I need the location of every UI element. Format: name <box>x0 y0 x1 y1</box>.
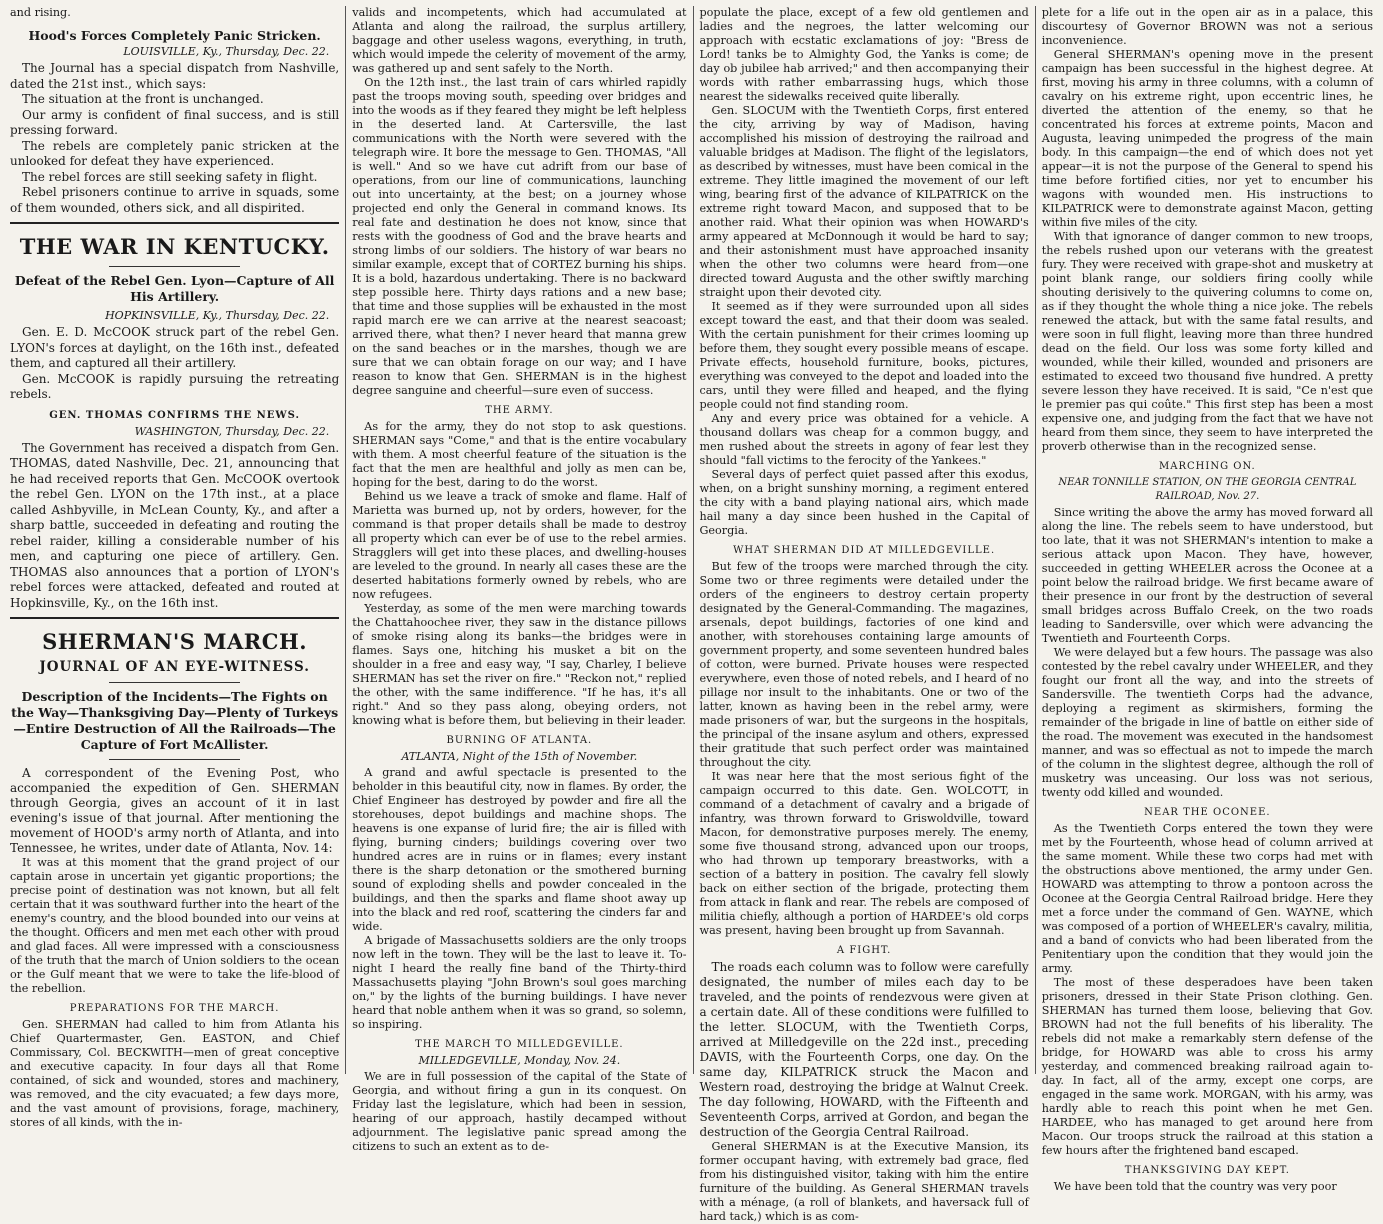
column-3 <box>694 6 1035 1223</box>
paragraph: It was at this moment that the grand project of our captain arose in uncertain yet gigantic proportions; the precise point of destination was not known, but all felt certain that it was southward further into the heart of the enemy's country, and the blood bounded into our veins at the thought. Officers and men met each other with proud and glad faces. All were impressed with a consciousness of the truth that the march of Union soldiers to the ocean or the Gulf meant that we were to take the life-blood of the rebellion. <box>10 856 340 995</box>
top-line: and rising. <box>10 6 71 19</box>
marching-on-headline: MARCHING ON. <box>1159 461 1256 472</box>
paragraph: It seemed as if they were surrounded upon all sides except toward the east, and that their doom was sealed. With the certain punishment for their crimes looming up before them, they sought every possible means of escape. Private effects, household furniture, books, pictures, everything was conveyed to the depot and loaded into the cars, until they were filled and heaped, and the flying people could not find standing room. <box>699 300 1029 411</box>
paragraph: Rebel prisoners continue to arrive in squads, some of them wounded, others sick, and all dispirited. <box>10 185 340 215</box>
paragraph: Yesterday, as some of the men were marching towards the Chattahoochee river, they saw in the distance pillows of smoke rising along its banks—the bridges were in flames. Says one, hitching his musket a bit on the shoulder in a free and easy way, "I say, Charley, I believe SHERMAN has set the river on fire." "Reckon not," replied the other, with the same indifference. "If he has, it's all right." And so they pass along, obeying orders, not knowing what is before them, but believing in their leader. <box>352 602 687 727</box>
paragraph: Gen. SLOCUM with the Twentieth Corps, first entered the city, arriving by way of Madison, having accomplished his mission of destroying the railroad and valuable bridges at Madison. The flight of the legislators, as described by witnesses, must have been comical in the extreme. They little imagined the movement of our left wing, bearing first of the advance of KILPATRICK on the extreme right toward Macon, and supposed that to be another raid. What their opinion was when HOWARD's army appeared at McDonnough it would be hard to say; and their astonishment must have approached insanity when the other two columns were heard from—one directed toward Augusta and the other swiftly marching straight upon their devoted city. <box>699 104 1029 299</box>
paragraph: Any and every price was obtained for a vehicle. A thousand dollars was cheap for a common buggy, and men rushed about the streets in agony of fear lest they should "fall victims to the ferocity of the Yankees." <box>699 412 1029 467</box>
paragraph: Our army is confident of final success, and is still pressing forward. <box>10 107 340 137</box>
divider <box>10 222 339 224</box>
paragraph: We were delayed but a few hours. The passage was also contested by the rebel cavalry under WHEELER, and they fought our front all the way, and into the streets of Sandersville. The twentieth Corps had the advance, deploying a regiment as skirmishers, forming the remainder of the brigade in line of battle on either side of the road. The movement was executed in the handsomest manner, and was so effectual as not to impede the march of the column in the slightest degree, although the roll of musketry was unceasing. Our loss was not serious, twenty odd killed and wounded. <box>1041 646 1373 799</box>
divider <box>109 266 241 267</box>
march-body <box>10 766 339 996</box>
oconee-body <box>1042 822 1373 1158</box>
paragraph: Gen. E. D. McCOOK struck part of the rebel Gen. LYON's forces at daylight, on the 16th inst., defeated them, and captured all their artillery. <box>10 325 340 370</box>
prep-headline: PREPARATIONS FOR THE MARCH. <box>69 1003 280 1014</box>
thanksgiving-body <box>1042 1180 1373 1194</box>
paragraph: A grand and awful spectacle is presented to the beholder in this beautiful city, now in flames. By order, the Chief Engineer has destroyed by powder and fire all the storehouses, depot buildings and machine shops. The heavens is one expanse of lurid fire; the air is filled with flying, burning cinders; buildings covering over two hundred acres are in ruins or in flames; every instant there is the sharp detonation or the smothered burning sound of exploding shells and powder concealed in the buildings, and then the sparks and flame shoot away up into the black and red roof, scattering the cinders far and wide. <box>352 766 687 933</box>
col2-body-1 <box>352 6 686 398</box>
divider <box>10 617 339 619</box>
paragraph: Since writing the above the army has moved forward all along the line. The rebels seem to have understood, but too late, that it was not SHERMAN's intention to make a serious attack upon Macon. They have, however, succeeded in getting WHEELER across the Oconee at a point below the railroad bridge. We first became aware of their presence in our front by the destruction of several small bridges across Buffalo Creek, on the two roads leading to Sandersville, over which were advancing the Twentieth and Fourteenth Corps. <box>1041 506 1373 645</box>
did-headline: WHAT SHERMAN DID AT MILLEDGEVILLE. <box>733 545 996 556</box>
column-2 <box>346 6 692 1153</box>
kentucky-dateline: HOPKINSVILLE, Ky., Thursday, Dec. 22. <box>105 309 330 322</box>
hood-dateline: LOUISVILLE, Ky., Thursday, Dec. 22. <box>123 45 330 58</box>
column-4 <box>1036 6 1379 1193</box>
paragraph: A brigade of Massachusetts soldiers are the only troops now left in the town. They will be the last to leave it. To-night I heard the really fine band of the Thirty-third Massachusetts playing "John Brown's soul goes marching on," by the lights of the burning buildings. I have never heard that noble anthem when it was so grand, so solemn, so inspiring. <box>352 934 687 1031</box>
paragraph: The situation at the front is unchanged. <box>22 92 264 106</box>
burning-headline: BURNING OF ATLANTA. <box>446 735 593 746</box>
paragraph: General SHERMAN's opening move in the present campaign has been successful in the highest degree. At first, moving his army in three columns, with a column of cavalry on his extreme right, upon eccentric lines, he diverted the attention of the enemy, so that he concentrated his forces at extreme points, Macon and Augusta, leaving unimpeded the progress of the main body. In this campaign—the end of which does not yet appear—it is not the purpose of the General to spend his time before fortified cities, nor yet to encumber his wagons with wounded men. His instructions to KILPATRICK were to demonstrate against Macon, getting within five miles of the city. <box>1041 48 1373 229</box>
paragraph: A correspondent of the Evening Post, who accompanied the expedition of Gen. SHERMAN through Georgia, gives an account of it in last evening's issue of that journal. After mentioning the movement of HOOD's army north of Atlanta, and into Tennessee, he writes, under date of Atlanta, Nov. 14: <box>10 766 340 855</box>
march-subbanner: JOURNAL OF AN EYE-WITNESS. <box>39 659 310 675</box>
fight-body <box>700 960 1029 1224</box>
kentucky-deck: Defeat of the Rebel Gen. Lyon—Capture of All His Artillery. <box>14 273 335 304</box>
thanksgiving-headline: THANKSGIVING DAY KEPT. <box>1124 1165 1290 1176</box>
divider <box>109 682 241 683</box>
prep-body <box>10 1018 339 1130</box>
paragraph: The rebels are completely panic stricken at the unlooked for defeat they have experienced. <box>10 138 340 168</box>
fight-headline: A FIGHT. <box>836 945 892 956</box>
paragraph: valids and incompetents, which had accumulated at Atlanta and along the railroad, the surplus artillery, baggage and other useless wagons, everything, in truth, which would impede the celerity of movement of the army, was gathered up and sent safely to the North. <box>352 6 687 75</box>
paragraph: Gen. SHERMAN had called to him from Atlanta his Chief Quartermaster, Gen. EASTON, and Chief Commissary, Col. BECKWITH—men of great conceptive and executive capacity. In four days all that Rome contained, of sick and wounded, stores and machinery, was removed, and the city evacuated; a few days more, and the vast amount of provisions, forage, machinery, stores of all kinds, with the in- <box>10 1018 340 1129</box>
hood-body <box>10 61 339 216</box>
kentucky-banner: THE WAR IN KENTUCKY. <box>19 234 330 259</box>
paragraph: Behind us we leave a track of smoke and flame. Half of Marietta was burned up, not by orders, however, for the command is that proper details shall be made to destroy all property which can ever be of use to the rebel armies. Stragglers will get into these places, and dwelling-houses are leveled to the ground. In nearly all cases these are the deserted habitations formerly owned by rebels, who are now refugees. <box>352 490 687 601</box>
column-1 <box>4 6 345 1129</box>
hood-headline: Hood's Forces Completely Panic Stricken. <box>28 28 321 43</box>
paragraph: On the 12th inst., the last train of cars whirled rapidly past the troops moving south, speeding over bridges and into the woods as if they feared they might be left helpless in the deserted land. At Cartersville, the last communications with the North were severed with the telegraph wire. It bore the message to Gen. THOMAS, "All is well." And so we have cut adrift from our base of operations, from our line of communications, launching out into uncertainty, at the best; on a journey whose projected end only the General in command knows. Its real fate and destination he does not know, since that rests with the goodness of God and the brave hearts and strong limbs of our soldiers. The history of war bears no similar example, except that of CORTEZ burning his ships. It is a bold, hazardous undertaking. There is no backward step possible here. Thirty days rations and a new base; that time and those supplies will be exhausted in the most rapid march ere we can arrive at the nearest seacoast; arrived there, what then? I never heard that manna grew on the sand beaches or in the marshes, though we are sure that we can obtain forage on our way; and I have reason to know that Gen. SHERMAN is in the highest degree sanguine and cheerful—sure even of success. <box>352 76 687 397</box>
col3-body-1 <box>700 6 1029 538</box>
march-banner: SHERMAN'S MARCH. <box>42 629 308 654</box>
paragraph: The Journal has a special dispatch from Nashville, dated the 21st inst., which says: <box>10 61 340 91</box>
army-headline: THE ARMY. <box>485 405 554 416</box>
thomas-body <box>10 441 339 612</box>
burning-body <box>352 766 686 1032</box>
army-body <box>352 420 686 728</box>
divider <box>109 759 241 760</box>
did-body <box>700 560 1029 938</box>
paragraph: It was near here that the most serious fight of the campaign occurred to this date. Gen. WOLCOTT, in command of a detachment of cavalry and a brigade of infantry, was thrown forward to Griswoldville, toward Macon, for demonstrative purposes merely. The enemy, some five thousand strong, advanced upon our troops, who had thrown up temporary breastworks, with a section of a battery in position. The cavalry fell slowly back on either section of the brigade, protecting them from attack in flank and rear. The rebels are composed of militia chiefly, although a portion of HARDEE's old corps was present, having been brought up from Savannah. <box>699 770 1029 937</box>
paragraph: plete for a life out in the open air as in a palace, this discourtesy of Governor BROWN was not a serious inconvenience. <box>1041 6 1373 47</box>
marching-on-dateline: NEAR TONNILLE STATION, ON THE GEORGIA CENTRAL RAILROAD, Nov. 27. <box>1058 477 1357 502</box>
paragraph: As the Twentieth Corps entered the town they were met by the Fourteenth, whose head of column arrived at the same moment. While these two corps had met with the obstructions above mentioned, the army under Gen. HOWARD was attempting to throw a pontoon across the Oconee at the Georgia Central Railroad bridge. Here they met a force under the command of Gen. WAYNE, which was composed of a portion of WHEELER's cavalry, militia, and a band of convicts who had been liberated from the Penitentiary upon the condition that they would join the army. <box>1041 822 1373 975</box>
milledgeville-body <box>352 1070 686 1154</box>
paragraph: Gen. McCOOK is rapidly pursuing the retreating rebels. <box>10 371 340 401</box>
kentucky-body <box>10 325 339 403</box>
milledgeville-dateline: MILLEDGEVILLE, Monday, Nov. 24. <box>418 1054 621 1067</box>
paragraph: The rebel forces are still seeking safety in flight. <box>22 169 318 184</box>
marching-on-body <box>1042 506 1373 800</box>
march-deck: Description of the Incidents—The Fights on the Way—Thanksgiving Day—Plenty of Turkeys—Entire Destruction of All the Railroads—The Capture of Fort McAllister. <box>11 689 339 752</box>
oconee-headline: NEAR THE OCONEE. <box>1144 807 1271 818</box>
paragraph: We have been told that the country was very poor <box>1053 1180 1337 1193</box>
paragraph: General SHERMAN is at the Executive Mansion, its former occupant having, with extremely bad grace, fled from his distinguished visitor, taking with him the entire furniture of the building. As General SHERMAN travels with a ménage, (a roll of blankets, and haversack full of hard tack,) which is as com- <box>699 1140 1029 1223</box>
paragraph: As for the army, they do not stop to ask questions. SHERMAN says "Come," and that is the entire vocabulary with them. A most cheerful feature of the situation is the fact that the men are healthful and jolly as men can be, hoping for the best, daring to do the worst. <box>352 420 687 489</box>
paragraph: Several days of perfect quiet passed after this exodus, when, on a bright sunshiny morning, a regiment entered the city with a band playing national airs, which made hail many a day since been hushed in the Capital of Georgia. <box>699 468 1029 537</box>
paragraph: The Government has received a dispatch from Gen. THOMAS, dated Nashville, Dec. 21, announcing that he had received reports that Gen. McCOOK overtook the rebel Gen. LYON on the 17th inst., at a place called Ashbyville, in McLean County, Ky., and after a sharp battle, succeeded in defeating and routing the rebel raider, killing a considerable number of his men, and capturing one piece of artillery. Gen. THOMAS also announces that a portion of LYON's rebel forces were attacked, defeated and routed at Hopkinsville, Ky., on the 16th inst. <box>10 440 340 610</box>
milledgeville-headline: THE MARCH TO MILLEDGEVILLE. <box>415 1039 624 1050</box>
burning-dateline: ATLANTA, Night of the 15th of November. <box>401 750 638 763</box>
paragraph: With that ignorance of danger common to new troops, the rebels rushed upon our veterans with the greatest fury. They were received with grape-shot and musketry at point blank range, our soldiers firing coolly while shouting derisively to the quivering columns to come on, as if they thought the whole thing a nice joke. The rebels renewed the attack, but with the same fatal results, and were soon in full flight, leaving more than three hundred dead on the field. Our loss was some forty killed and wounded, while their killed, wounded and prisoners are estimated to exceed two thousand five hundred. A pretty severe lesson they have received. It is said, "Ce n'est que le premier pas qui coûte." This first step has been a most expensive one, and judging from the fact that we have not heard from them since, they seem to have interpreted the proverb otherwise than in the recognized sense. <box>1041 230 1373 453</box>
paragraph: We are in full possession of the capital of the State of Georgia, and without firing a gun in its conquest. On Friday last the legislature, which had been in session, hearing of our approach, hastily decamped without adjournment. The legislative panic spread among the citizens to such an extent as to de- <box>352 1070 687 1153</box>
paragraph: But few of the troops were marched through the city. Some two or three regiments were detailed under the orders of the engineers to destroy certain property designated by the General-Commanding. The magazines, arsenals, depot buildings, factories of one kind and another, with storehouses containing large amounts of government property, and some seventeen hundred bales of cotton, were burned. Private houses were respected everywhere, even those of noted rebels, and I heard of no pillage nor insult to the inhabitants. One or two of the latter, known as having been in the rebel army, were made prisoners of war, but the surgeons in the hospitals, the principal of the insane asylum and others, expressed their gratitude that such perfect order was maintained throughout the city. <box>699 560 1029 769</box>
col4-body-1 <box>1042 6 1373 454</box>
thomas-dateline: WASHINGTON, Thursday, Dec. 22. <box>134 424 330 438</box>
thomas-headline: GEN. THOMAS CONFIRMS THE NEWS. <box>49 409 300 421</box>
paragraph: The most of these desperadoes have been taken prisoners, dressed in their State Prison clothing. Gen. SHERMAN has turned them loose, believing that Gov. BROWN had not the full benefits of his liberality. The rebels did not make a remarkably stern defense of the bridge, for HOWARD was able to cross his army yesterday, and commenced breaking railroad again to-day. In fact, all of the army, except one corps, are engaged in the same work. MORGAN, with his army, was hardly able to reach this point when he met Gen. HARDEE, who has managed to get around here from Macon. Our troops struck the railroad at this station a few hours after the frightened band escaped. <box>1041 976 1373 1157</box>
paragraph: The roads each column was to follow were carefully designated, the number of miles each day to be traveled, and the points of rendezvous were given at a certain date. All of these conditions were fulfilled to the letter. SLOCUM, with the Twentieth Corps, arrived at Milledgeville on the 22d inst., preceding DAVIS, with the Fourteenth Corps, one day. On the same day, KILPATRICK struck the Macon and Western road, destroying the bridge at Walnut Creek. The day following, HOWARD, with the Fifteenth and Seventeenth Corps, arrived at Gordon, and began the destruction of the Georgia Central Railroad. <box>699 960 1029 1139</box>
paragraph: populate the place, except of a few old gentlemen and ladies and the negroes, the latter welcoming our approach with ecstatic exclamations of joy: "Bress de Lord! tanks be to Almighty God, the Yanks is come; de day ob jubilee hab arrived;" and then accompanying their words with rather embarrassing hugs, which those nearest the sidewalks received quite liberally. <box>699 6 1029 103</box>
